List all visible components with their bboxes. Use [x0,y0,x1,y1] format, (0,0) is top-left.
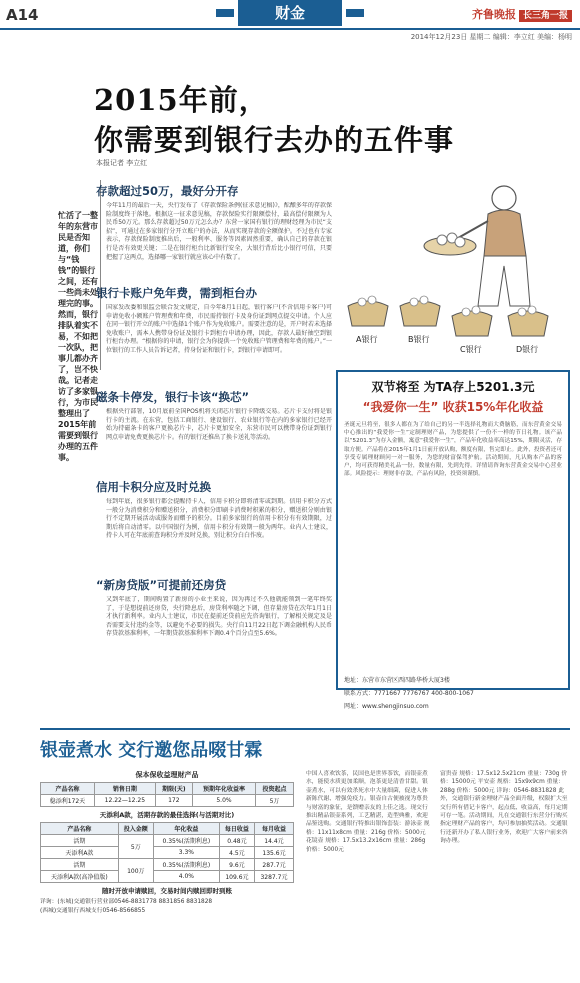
lead-divider [100,180,101,370]
ad-body: 圣诞元旦将至，很多人都在为了给自己的另一半选择礼物而大费脑筋，而东营黄金交易中心推出的“我爱你一生”定制理财产品，为您提供了一份不一样的节日礼物。该产品以“5201.3”为存入金额，寓意“我爱你一生”，产品年化收益率高达15%，期限灵活，存取方便。产品将在2015年1月1日前开放认购，额度有限，售完即止。此外，投资者还可享受专属理财顾问一对一服务，为您的财富保驾护航。活动期间，凡认购本产品的客户，均可获得精美礼品一份，数量有限，先到先得。详情请咨询东营黄金交易中心营业部。风险提示：理财非存款，产品有风险，投资须谨慎。 [344,422,562,478]
bottom-section-rule [40,728,570,730]
table-note: 天添利A款，活期存款的最佳选择(与活期对比) [99,811,235,819]
table-cell: 0.48元 [219,835,254,847]
table-header-cell: 年化收益 [153,823,219,835]
table-cell: 4.5元 [219,847,254,859]
byline: 本报记者 李立红 [96,159,148,167]
table-cell: 3.3% [153,847,219,859]
brand-name: 齐鲁晚报 [471,8,516,21]
product-table-1 [40,782,294,807]
section-title-1: 存款超过50万，最好分开存 [96,184,239,198]
bank-label-c: C银行 [460,345,482,354]
table-cell: 100万 [118,859,153,883]
table-header-cell: 预期年化收益率 [192,783,255,795]
bank-label-d: D银行 [516,345,539,354]
table-header-row [41,823,294,835]
table-footer: 随时开放申请赎回，交易时间内赎回即时到账 [102,887,232,895]
ad-title-2: “我爱你一生” 收获15%年化收益 [362,400,544,414]
table-cell: 5.0% [192,795,255,807]
table-cell: 稳添利172天 [41,795,95,807]
table-row [41,835,294,847]
table-cell: 109.6元 [219,871,254,883]
bottom-column-right: 富贵壶 规格：17.5x12.5x21cm 重量：730g 价格：15000元 平安壶 规格：15x9x9cm 重量：288g 价格：5000元 详询：0546-8831828 此外，交通银行新金理财产品全面升级，权限扩大至交行所有借记卡客户，起点低、收益高，每月定期可存一笔。活动期间，凡在交通银行东营分行购买指定理财产品的客户，均可参加抽奖活动。交通银行还新开办了私人银行业务，欢迎广大客户前来咨询办理。 [440,771,568,845]
table-header-cell: 产品名称 [41,783,95,795]
headline-line-2: 你需要到银行去办的五件事 [94,123,455,157]
header-rule [0,28,580,30]
table-header-cell: 投资起点 [256,783,294,795]
section-title-3: 磁条卡停发，银行卡该“换芯” [96,390,250,404]
product-table-2 [40,822,294,883]
brand-tag: 长三角一报 [519,10,572,22]
table-row [41,871,294,883]
newspaper-logo [472,6,572,22]
section-text-2: 国家发改委和银监会联合发文规定，自今年8月1日起，银行客户(不含信用卡客户)可申请免收小额账户管理费和年费，市民需持银行卡及身份证到网点提交申请。个人应在同一银行开立的账户中选择1个账户作为免收账户。需要注意的是，开户时若未选择免收账户，需本人携带身份证及银行卡到柜台申请办理，因此，存款人最好抽空到银行柜台办理。“根据你的申请，银行会为你提供一个免收账户管理费和年费的账户。”一位银行的工作人员告诉记者，持身份证和银行卡，到银行申请即可。 [106,304,332,354]
ad-website: 网址：www.shengjinsuo.com [344,703,429,710]
consult-line-2: (西城)交通银行西城支行0546-8566855 [40,908,146,914]
section-text-3: 根据央行部署，10月底前全国POS机将关闭芯片银行卡降级交易。芯片卡支付将是银行卡的主流。在东营，包括工商银行、建设银行、农业银行等在内的多家银行已经开始为持磁条卡的客户更换芯片卡，芯片卡更加安全，东营市民可以携带身份证到银行网点申请免费更换芯片卡。有的银行还推出了换卡送礼等活动。 [106,408,332,441]
table-cell: 14.4元 [254,835,293,847]
product-table [40,768,294,916]
table-header-cell: 投入金额 [118,823,153,835]
section-title-5: “新房贷版”可提前还房贷 [96,578,227,592]
dateline: 2014年12月23日 星期二 编辑：李立红 美编：杨明 [410,33,572,41]
table-row [41,859,294,871]
headline [94,80,454,160]
section-text-4: 每到年底，很多银行都会提醒持卡人，信用卡积分即将清零或到期。信用卡积分方式一般分为消费积分和赠送积分，消费积分即刷卡消费时积累的积分，赠送积分则由银行不定期开展活动或服务而赠予的积分。目前多家银行的信用卡积分有有效期限，过期后将自动清零。以中国银行为例，信用卡积分有效期一般为两年。业内人士建议，持卡人可在年底前查询积分并及时兑换，别让积分白白作废。 [106,498,332,540]
bank-label-b: B银行 [408,335,430,344]
bank-label-a: A银行 [356,335,378,344]
table-cell: 135.6元 [254,847,293,859]
table-header-cell: 每月收益 [254,823,293,835]
table-cell: 3287.7元 [254,871,293,883]
table-cell: 172 [155,795,192,807]
table-cell: 287.7元 [254,859,293,871]
table-cell: 12.22—12.25 [94,795,155,807]
section-title-2: 银行卡账户免年费，需到柜台办 [96,286,257,300]
section-tab[interactable]: 财金 [238,0,342,26]
section-text-1: 今年11月的最后一天，央行发布了《存款保险条例(征求意见稿)》，酝酿多年的存款保险制度终于落地。根据这一征求意见稿，存款保险实行限额偿付，最高偿付限额为人民币50万元。那么存款超过50万元怎么办？东营一家国有银行的理财经理为市民“支招”，可通过在多家银行分开立账户的办法，从而实现存款的全额保护。不过也有专家表示，存款保险制度推出后，一般利率、服务等因素固然重要，确认自己的存款在银行是否有效更关键；二是在银行柜台比新银行安全，大银行背后比小银行可信，只要把握了这两点，选择哪一家银行就应该心中有数了。 [106,202,332,261]
table-cell: 活期 [41,859,119,871]
table-cell: 5万 [256,795,294,807]
bottom-headline: 银壶煮水 交行邀您品啜甘霖 [40,740,263,761]
section-title-4: 信用卡积分应及时兑换 [96,480,211,494]
table-cell: 活期 [41,835,119,847]
table-cell: 5万 [118,835,153,859]
table-cell: 0.35%(活期利息) [153,835,219,847]
headline-line-1: 2015年前， [94,83,269,117]
table-row [41,847,294,859]
table-cell: 天添利A款 [41,847,119,859]
table-header-cell: 销售日期 [94,783,155,795]
lead-text: 忙活了一整年的东营市民是否知道，你们与“钱钱”的银行之间，还有一些尚未处理完的事。然而，银行排队着实不易，不如把一次队，把事儿都办齐了，岂不快哉。记者走访了多家银行，为市民整理出了2015年前需要到银行办理的五件事。 [58,211,98,462]
ad-title-1: 双节将至 为TA存上5201.3元 [371,380,535,394]
table-cell: 4.0% [153,871,219,883]
eggs-in-baskets-illustration [338,176,574,366]
ad-phone: 联系方式：7771667 7776767 400-800-1067 [344,690,474,697]
section-text-5: 又到年底了，期间购置了新房的小业主来说，因为再过不久他就能领到一笔年终奖了，于是想提前还房贷，央行降息后，房贷利率随之下调，但存量房贷在次年1月1日才执行新利率。业内人士建议，市民在提前还贷前应先咨询银行，了解相关规定及是否需要支付违约金等，以避免不必要的损失。央行自11月22日起下调金融机构人民币存贷款基准利率，一年期贷款基准利率下调0.4个百分点至5.6%。 [106,596,332,638]
ad-address: 地址：东营市东营区西四路华桥大厦3楼 [344,677,450,684]
table-header-cell: 每日收益 [219,823,254,835]
gold-exchange-ad [336,370,570,710]
page-number: A14 [6,6,39,24]
table-row [41,795,294,807]
table-cell: 9.6元 [219,859,254,871]
table-cell: 天添利A款(高净值版) [41,871,119,883]
table-title: 保本保收益理财产品 [135,771,199,779]
table-header-cell: 期限(天) [155,783,192,795]
table-header-row [41,783,294,795]
table-cell: 0.35%(活期利息) [153,859,219,871]
table-header-cell: 产品名称 [41,823,119,835]
consult-line-1: 详询：(东城)交通银行营业部0546-8831778 8831856 8831828 [40,899,213,905]
bottom-column-middle: 中国人喜欢饮茶，民国也是世界茶饮，而银壶煮水，能使水质更加柔顺，泡茶更是清香甘甜。银壶煮水，可以有效杀死水中大量细菌，促进人体新陈代谢、增强免疫力。银壶自古便被视为尊贵与财富的象征，是馈赠亲友的上佳之选。现交行推出精品银壶系列，工艺精湛，造型典雅，欢迎品鉴选购。交通银行特推出银饰套装：游泳壶 规格：11x11x8cm 重量：216g 价格：5000元 花镜壶 规格：17.5x13.2x16cm 重量：286g 价格：5000元 [306,771,430,853]
